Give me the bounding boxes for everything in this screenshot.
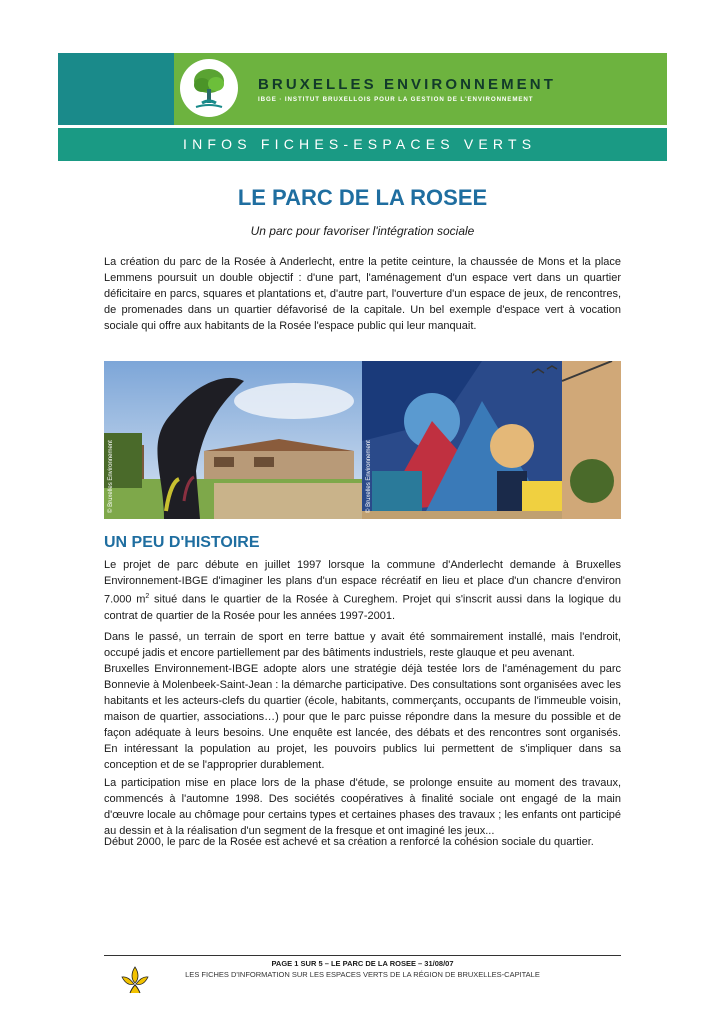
header-banner bbox=[58, 53, 667, 125]
park-sculpture-photo bbox=[104, 361, 362, 519]
brand-subtitle: IBGE · INSTITUT BRUXELLOIS POUR LA GESTION DE L'ENVIRONNEMENT bbox=[258, 96, 534, 103]
photo-credit: © Bruxelles Environnement bbox=[366, 440, 372, 513]
series-band bbox=[58, 128, 667, 161]
header-teal-block bbox=[58, 53, 174, 125]
history-p1-text-end: situé dans le quartier de la Rosée à Cureghem. Projet qui s'inscrit aussi dans la logique du contrat de quartier de la Rosée pour les années 1997-2001. bbox=[104, 593, 621, 622]
brand-name: BRUXELLES ENVIRONNEMENT bbox=[258, 76, 556, 93]
photo-credit: © Bruxelles Environnement bbox=[108, 440, 114, 513]
iris-icon bbox=[118, 963, 152, 997]
footer-divider bbox=[104, 955, 621, 956]
series-label: INFOS FICHES-ESPACES VERTS bbox=[183, 136, 537, 152]
history-paragraph-1 bbox=[104, 557, 621, 624]
footer-page-info: PAGE 1 SUR 5 – LE PARC DE LA ROSEE – 31/08/07 bbox=[271, 959, 454, 968]
history-p1-text: Le projet de parc débute en juillet 1997 lorsque la commune d'Anderlecht demande à Bruxelles Environnement-IBGE d'imaginer les plans d'un espace récréatif en lieu et place d'un chancre d'environ 7.000 m bbox=[104, 559, 621, 606]
history-paragraph-3: Bruxelles Environnement-IBGE adopte alors une stratégie déjà testée lors de l'aménagement du parc Bonnevie à Molenbeek-Saint-Jean : la démarche participative. Des consultations sont organisées avec les habitants et les acteurs-clefs du quartier (école, habitants, commerçants, occupants de l'immeuble voisin, maison de quartier, associations…) pour que le parc puisse répondre dans la mesure du possible et de façon adéquate à leurs besoins. Une enquête est lancée, des débats et des rencontres sont organisés. En intéressant la population au projet, les pouvoirs publics lui permettent de s'impliquer dans sa conception et de se l'approprier durablement. bbox=[104, 663, 621, 771]
history-paragraph-4: La participation mise en place lors de la phase d'étude, se prolonge ensuite au moment des travaux, commencés à l'automne 1998. Des sociétés coopératives à finalité sociale ont engagé de la main d'œuvre locale au chômage pour certains types et certaines phases des travaux ; les enfants ont participé au dessin et à la réalisation d'un segment de la fresque et ont imaginé les jeux... bbox=[104, 777, 621, 837]
intro-paragraph: La création du parc de la Rosée à Anderlecht, entre la petite ceinture, la chaussée de Mons et la place Lemmens poursuit un double objectif : d'une part, l'aménagement d'un espace vert dans un quartier déficitaire en parcs, squares et plantations et, d'autre part, l'ouverture d'un espace de jeux, de rencontres, de promenades dans un quartier défavorisé de la capitale. Un bel exemple d'espace vert à vocation sociale qui offre aux habitants de la Rosée l'espace public qui leur manquait. bbox=[104, 256, 621, 332]
logo bbox=[180, 59, 238, 117]
page-title: LE PARC DE LA ROSEE bbox=[237, 185, 488, 210]
history-paragraph-5: Début 2000, le parc de la Rosée est achevé et sa création a renforcé la cohésion sociale du quartier. bbox=[104, 836, 594, 848]
fresco-photo bbox=[362, 361, 621, 519]
footer-series-info: LES FICHES D'INFORMATION SUR LES ESPACES VERTS DE LA RÉGION DE BRUXELLES-CAPITALE bbox=[185, 970, 540, 979]
page-subtitle: Un parc pour favoriser l'intégration sociale bbox=[250, 224, 475, 238]
section-heading-history: UN PEU D'HISTOIRE bbox=[104, 534, 260, 551]
photo-strip bbox=[104, 361, 621, 519]
tree-icon bbox=[180, 59, 238, 117]
superscript: 2 bbox=[145, 593, 150, 600]
history-paragraph-2: Dans le passé, un terrain de sport en terre battue y avait été sommairement installé, mais l'endroit, occupé jadis et encore partiellement par des bâtiments industriels, reste glauque et peu avenant. bbox=[104, 631, 621, 659]
